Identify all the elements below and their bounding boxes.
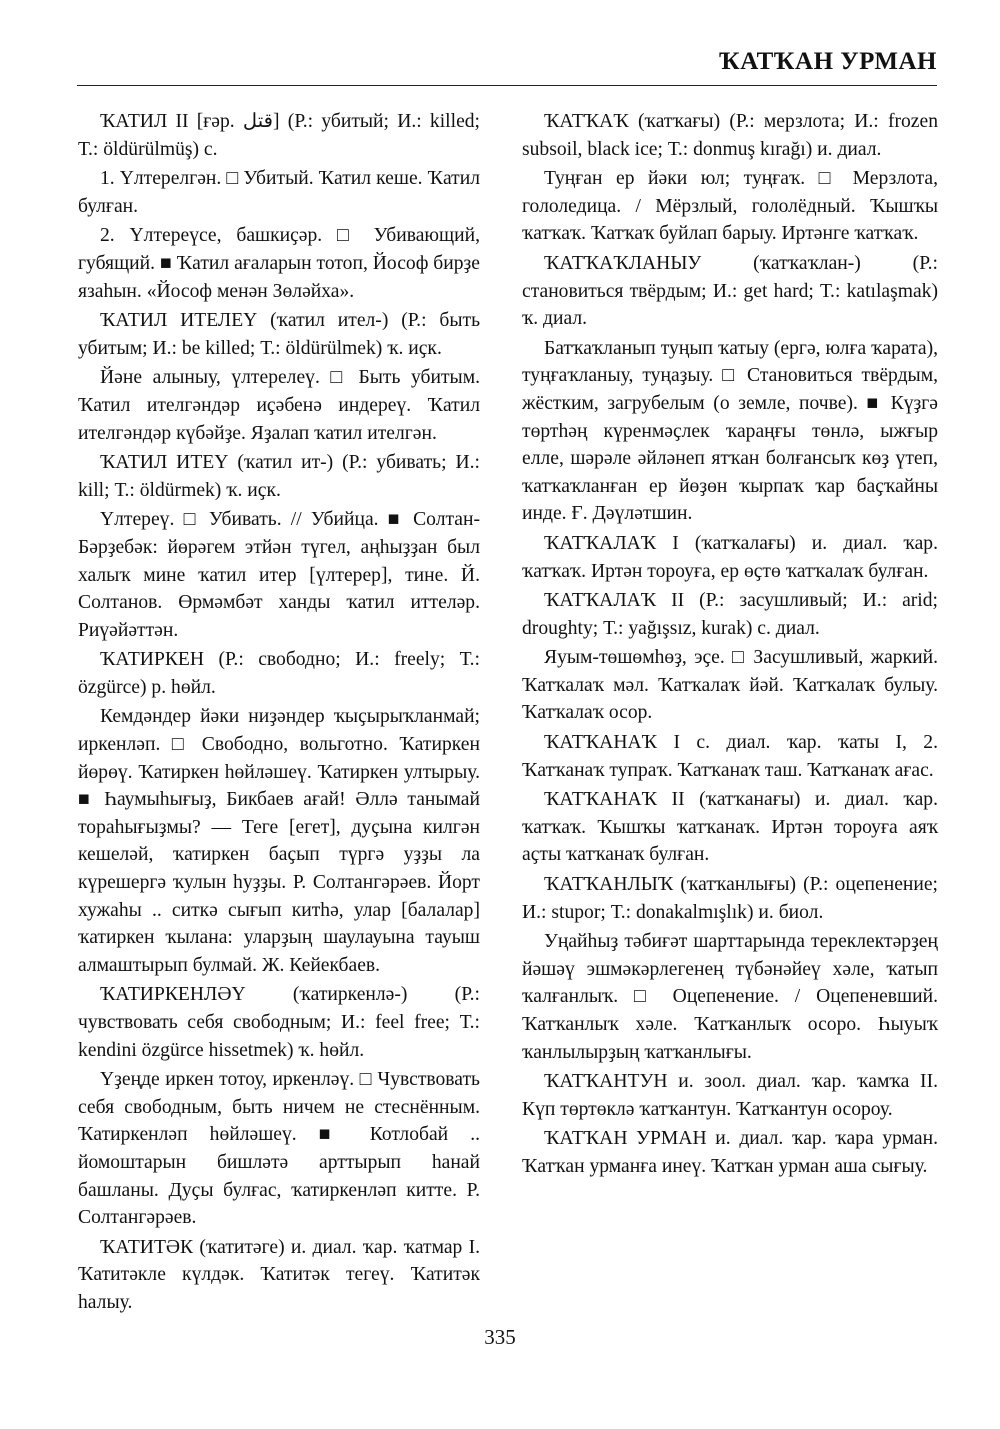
entry-paragraph: Үлтереү. □ Убивать. // Убийца. ■ Солтан-Бәрҙебәк: йөрәгем этйән түгел, аңһыҙҙан был халыҡ мине ҡатил итер [үлтерер], тине. Й. Солтанов. Өрмәмбәт ханды ҡатил иттеләр. Риүәйәттән.: [78, 509, 480, 641]
entry-paragraph: ҠАТИЛ ИТЕҮ (ҡатил ит-) (Р.: убивать; И.: kill; Т.: öldürmek) ҡ. иҫк.: [78, 452, 480, 501]
entry-paragraph: ҠАТҠАҠ (ҡатҡағы) (Р.: мерзлота; И.: frozen subsoil, black ice; Т.: donmuş kırağı) и. диал.: [522, 111, 938, 160]
entry-paragraph: ҠАТИТӘК (ҡатитәге) и. диал. ҡар. ҡатмар I. Ҡатитәкле күлдәк. Ҡатитәк тегеү. Ҡатитәк һалыу.: [78, 1236, 480, 1313]
page-number: 335: [484, 1325, 516, 1349]
entry-paragraph: ҠАТИРКЕН (Р.: свободно; И.: freely; Т.: özgürce) р. һөйл.: [78, 649, 480, 698]
entry-paragraph: ҠАТИЛ II [ғәр. قتل] (Р.: убитый; И.: killed; Т.: öldürülmüş) с.: [78, 111, 480, 160]
entry-paragraph: Йәне алыныу, үлтерелеү. □ Быть убитым. Ҡатил ителгәндәр иҫәбенә индереү. Ҡатил ителгәндәр күбәйҙе. Яҙалап ҡатил ителгән.: [78, 367, 480, 444]
entry-paragraph: Кемдәндер йәки ниҙәндер ҡыҫырыҡланмай; иркенләп. □ Свободно, вольготно. Ҡатиркен йөрөү. Ҡатиркен һөйләшеү. Ҡатиркен ултырыу. ■ Һаумыһығыҙ, Бикбаев ағай! Әллә танымай тораһығыҙмы? — Теге [егет], дуҫына килгән кешеләй, ҡатиркен баҫып түргә уҙҙы ла күрешергә ҡулын һуҙҙы. Р. Солтангәрәев. Йорт хужаһы .. ситкә сығып китһә, улар [балалар] ҡатиркен ҡылана: уларҙың шаулауына тауыш алмаштырып булмай. Ж. Кейекбаев.: [78, 706, 480, 976]
header-rule: [77, 85, 937, 86]
entry-paragraph: ҠАТҠАНАҠ II (ҡатҡанағы) и. диал. ҡар. ҡатҡаҡ. Ҡышҡы ҡатҡанаҡ. Иртән тороуға аяҡ аҫты ҡатҡанаҡ булған.: [522, 789, 938, 866]
entry-paragraph: ҠАТҠАЛАҠ II (Р.: засушливый; И.: arid; droughty; Т.: yağışsız, kurak) с. диал.: [522, 590, 938, 639]
entry-paragraph: ҠАТҠАЛАҠ I (ҡатҡалағы) и. диал. ҡар. ҡатҡаҡ. Иртән тороуға, ер өҫтө ҡатҡалаҡ булған.: [522, 532, 938, 582]
entry-paragraph: Батҡаҡланып туңып ҡатыу (ергә, юлға ҡарата), туңғаҡланыу, туңаҙыу. □ Становиться твёрдым, жёстким, загрубелым (о земле, почве). ■ Күҙгә төртһәң күренмәҫлек ҡараңғы төнлә, ыжғыр елле, шәрәле әйләнеп ятҡан болғансыҡ көҙ үтеп, ҡатҡаҡланған ер йөҙөн ҡырпаҡ ҡар баҫҡайны инде. Ғ. Дәүләтшин.: [522, 337, 938, 525]
left-column: [78, 108, 480, 1319]
entry-paragraph: 1. Үлтерелгән. □ Убитый. Ҡатил кеше. Ҡатил булған.: [78, 168, 480, 217]
entry-paragraph: Яуым-төшөмһөҙ, эҫе. □ Засушливый, жаркий. Ҡатҡалаҡ мәл. Ҡатҡалаҡ йәй. Ҡатҡалаҡ булыу. Ҡатҡалаҡ осор.: [522, 647, 938, 724]
entry-paragraph: Туңған ер йәки юл; туңғаҡ. □ Мерзлота, гололедица. / Мёрзлый, гололёдный. Ҡышҡы ҡатҡаҡ. Ҡатҡаҡ буйлап барыу. Иртәнге ҡатҡаҡ.: [522, 168, 938, 245]
running-head: ҠАТҠАН УРМАН: [719, 48, 937, 75]
entry-paragraph: ҠАТИЛ ИТЕЛЕҮ (ҡатил ител-) (Р.: быть убитым; И.: be killed; Т.: öldürülmek) ҡ. иҫк.: [78, 310, 480, 359]
entry-paragraph: 2. Үлтереүсе, башкиҫәр. □ Убивающий, губящий. ■ Ҡатил ағаларын тотоп, Йософ бирҙе язаһын. «Йософ менән Зөләйха».: [78, 225, 480, 302]
entry-paragraph: Үҙеңде иркен тотоу, иркенләү. □ Чувствовать себя свободным, быть ничем не стеснённым. Ҡатиркенләп һөйләшеү. ■ Котлобай .. йомоштарын бишләтә арттырып һанай башланы. Дуҫы булғас, ҡатиркенләп китте. Р. Солтангәрәев.: [78, 1069, 480, 1229]
right-column: [522, 108, 938, 1183]
entry-paragraph: ҠАТҠАНЛЫҠ (ҡатҡанлығы) (Р.: оцепенение; И.: stupor; Т.: donakalmışlık) и. биол.: [522, 874, 938, 923]
entry-paragraph: ҠАТҠАҠЛАНЫУ (ҡатҡаҡлан-) (Р.: становиться твёрдым; И.: get hard; Т.: katılaşmak) ҡ. диал.: [522, 252, 938, 330]
entry-paragraph: Уңайһыҙ тәбиғәт шарттарында тереклектәрҙең йәшәү эшмәкәрлегенең түбәнәйеү хәле, ҡатып ҡалғанлыҡ. □ Оцепенение. / Оцепеневший. Ҡатҡанлыҡ хәле. Ҡатҡанлыҡ осоро. Һыуыҡ ҡанлылырҙың ҡатҡанлығы.: [522, 931, 938, 1063]
entry-paragraph: ҠАТҠАНАҠ I с. диал. ҡар. ҡаты I, 2. Ҡатҡанаҡ тупраҡ. Ҡатҡанаҡ таш. Ҡатҡанаҡ ағас.: [522, 732, 938, 781]
entry-paragraph: ҠАТҠАН УРМАН и. диал. ҡар. ҡара урман. Ҡатҡан урманға инеү. Ҡатҡан урман аша сығыу.: [522, 1128, 938, 1177]
entry-paragraph: ҠАТҠАНТУН и. зоол. диал. ҡар. ҡамҡа II. Күп төртөклә ҡатҡантун. Ҡатҡантун осороу.: [522, 1071, 938, 1120]
entry-paragraph: ҠАТИРКЕНЛӘҮ (ҡатиркенлә-) (Р.: чувствовать себя свободным; И.: feel free; Т.: kendini özgürce hissetmek) ҡ. һөйл.: [78, 984, 480, 1061]
